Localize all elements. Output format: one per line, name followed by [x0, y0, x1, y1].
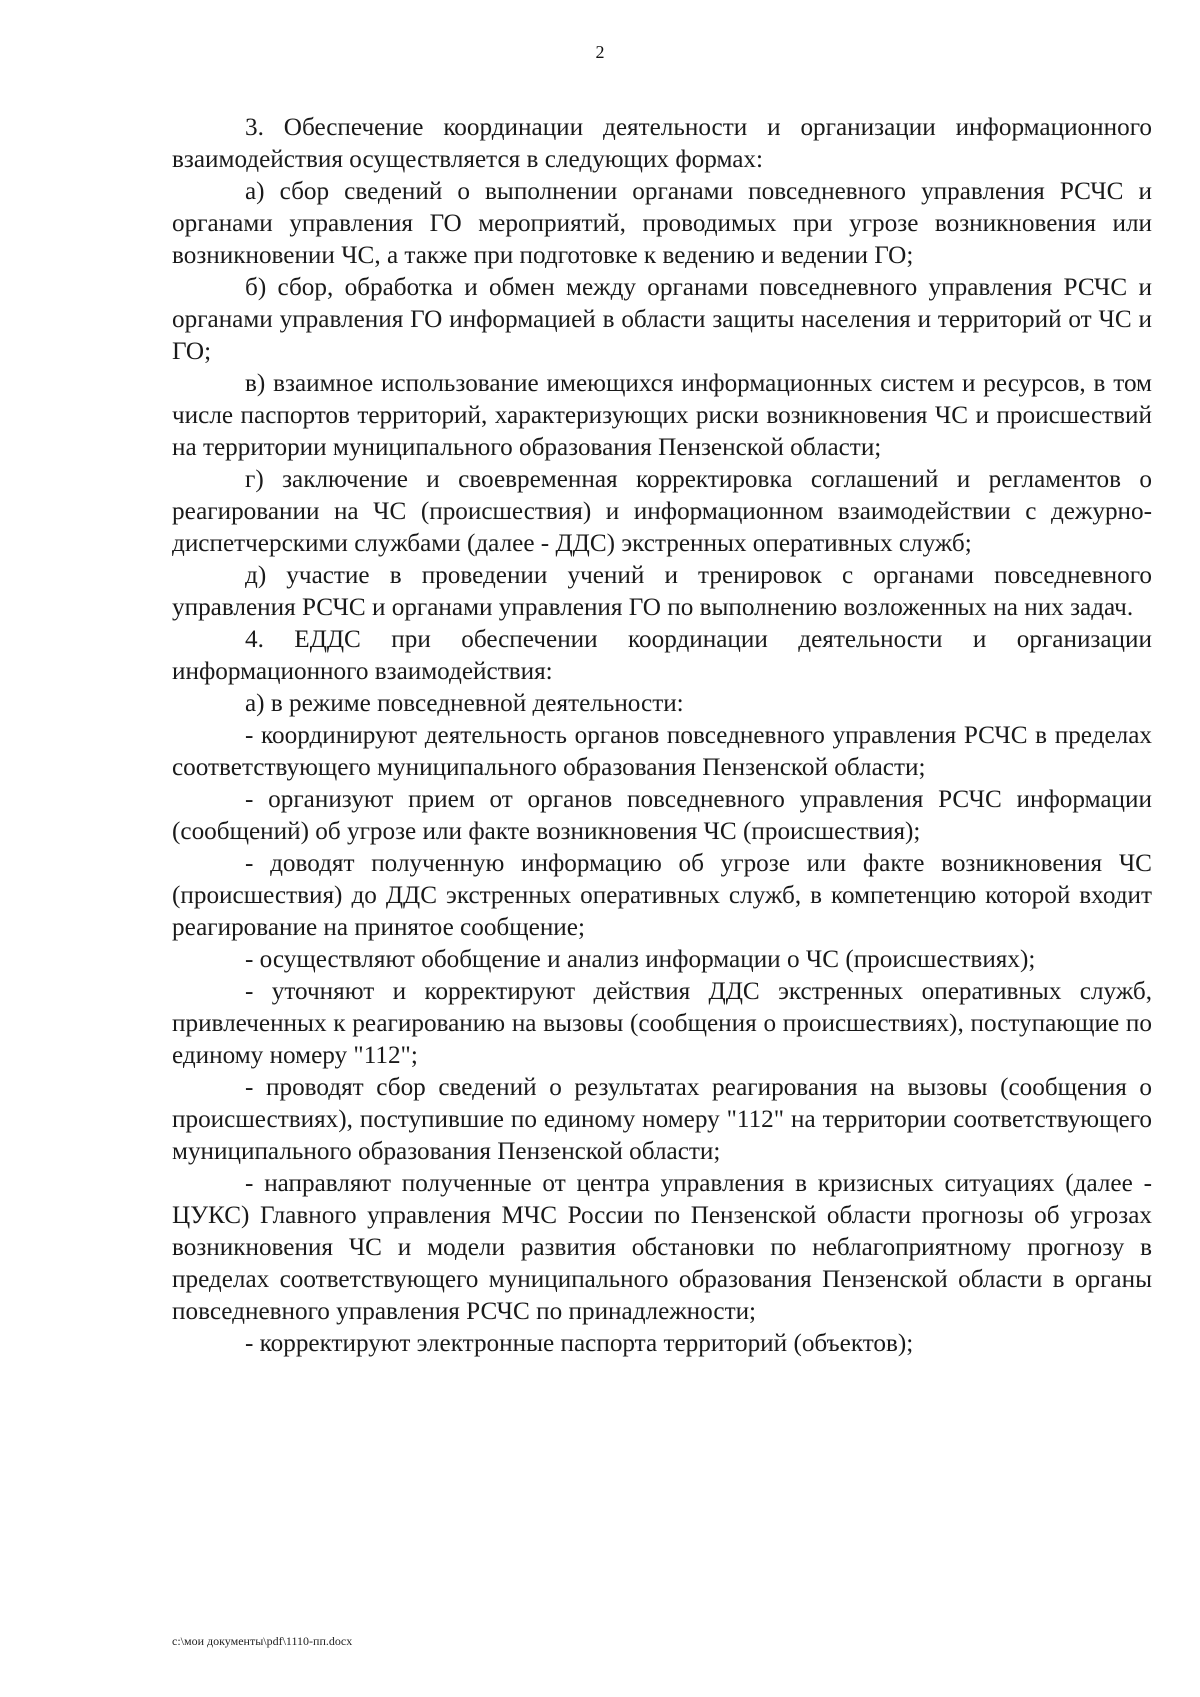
paragraph: - координируют деятельность органов повседневного управления РСЧС в пределах соответствующего муниципального образования Пензенской области;: [172, 722, 1152, 781]
paragraph: в) взаимное использование имеющихся информационных систем и ресурсов, в том числе паспортов территорий, характеризующих риски возникновения ЧС и происшествий на территории муниципального образования Пензенской области;: [172, 370, 1152, 461]
paragraph: - уточняют и корректируют действия ДДС экстренных оперативных служб, привлеченных к реагированию на вызовы (сообщения о происшествиях), поступающие по единому номеру "112";: [172, 978, 1152, 1069]
paragraph: - осуществляют обобщение и анализ информации о ЧС (происшествиях);: [245, 946, 1036, 973]
paragraph: 3. Обеспечение координации деятельности и организации информационного взаимодействия осуществляется в следующих формах:: [172, 114, 1152, 173]
paragraph: - организуют прием от органов повседневного управления РСЧС информации (сообщений) об угрозе или факте возникновения ЧС (происшествия);: [172, 786, 1152, 845]
paragraph: - направляют полученные от центра управления в кризисных ситуациях (далее - ЦУКС) Главного управления МЧС России по Пензенской области прогнозы об угрозах возникновения ЧС и модели развития обстановки по неблагоприятному прогнозу в пределах соответствующего муниципального образования Пензенской области в органы повседневного управления РСЧС по принадлежности;: [172, 1170, 1152, 1325]
page-number: 2: [595, 42, 605, 62]
paragraph: г) заключение и своевременная корректировка соглашений и регламентов о реагировании на ЧС (происшествия) и информационном взаимодействии с дежурно-диспетчерскими службами (далее - ДДС) экстренных оперативных служб;: [172, 466, 1152, 557]
paragraph: а) сбор сведений о выполнении органами повседневного управления РСЧС и органами управления ГО мероприятий, проводимых при угрозе возникновения или возникновении ЧС, а также при подготовке к ведению и ведении ГО;: [172, 178, 1152, 269]
paragraph: - корректируют электронные паспорта территорий (объектов);: [245, 1330, 914, 1357]
paragraph: 4. ЕДДС при обеспечении координации деятельности и организации информационного взаимодействия:: [172, 626, 1152, 685]
paragraph: б) сбор, обработка и обмен между органами повседневного управления РСЧС и органами управления ГО информацией в области защиты населения и территорий от ЧС и ГО;: [172, 274, 1152, 365]
paragraph: а) в режиме повседневной деятельности:: [245, 690, 684, 717]
paragraph: - проводят сбор сведений о результатах реагирования на вызовы (сообщения о происшествиях), поступившие по единому номеру "112" на территории соответствующего муниципального образования Пензенской области;: [172, 1074, 1152, 1165]
document-body: [172, 112, 1152, 1360]
paragraph: - доводят полученную информацию об угрозе или факте возникновения ЧС (происшествия) до ДДС экстренных оперативных служб, в компетенцию которой входит реагирование на принятое сообщение;: [172, 850, 1152, 941]
file-path-footer: c:\мои документы\pdf\1110-пп.docx: [172, 1634, 353, 1648]
paragraph: д) участие в проведении учений и тренировок с органами повседневного управления РСЧС и органами управления ГО по выполнению возложенных на них задач.: [172, 562, 1152, 621]
